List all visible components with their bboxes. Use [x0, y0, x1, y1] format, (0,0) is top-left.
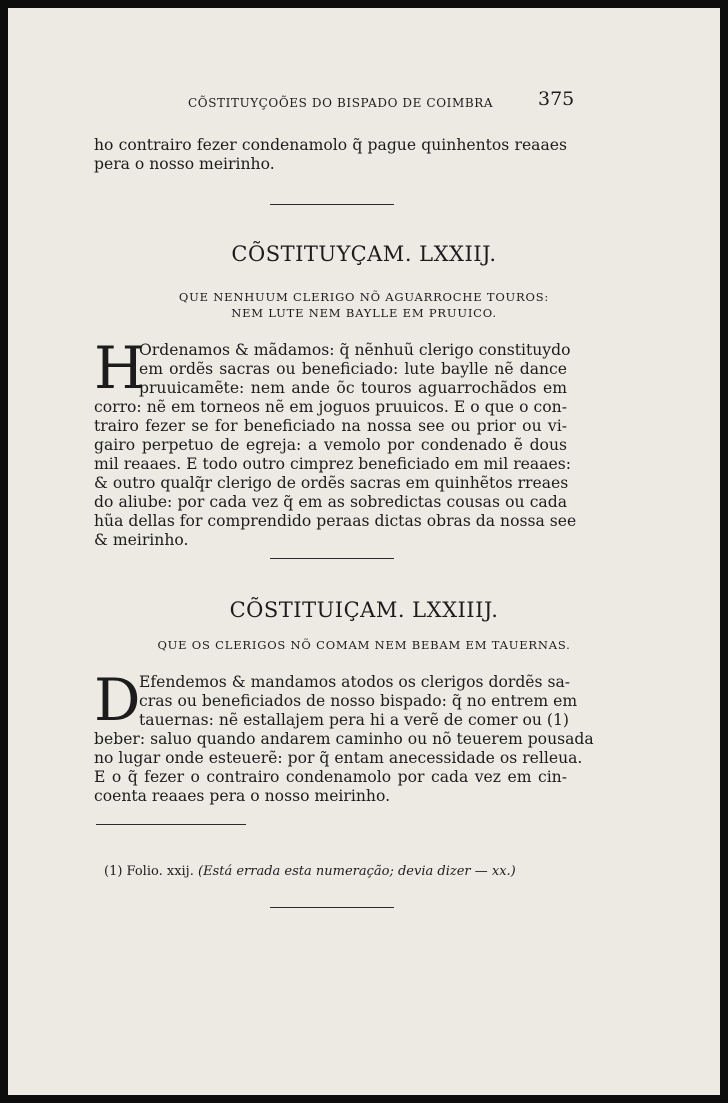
constitution-paragraph	[94, 334, 577, 550]
text-line: Ordenamos & mãdamos: q̃ nẽnhuũ clerigo constituydo	[139, 341, 571, 359]
text-line: beber: saluo quando andarem caminho ou nõ teuerem pousada	[94, 730, 594, 748]
text-line: corro: nẽ em torneos nẽ em joguos pruuicos. E o que o con-	[94, 398, 567, 416]
section-subtitle	[8, 637, 720, 653]
intro-paragraph	[94, 136, 567, 174]
text-line: coenta reaaes pera o nosso meirinho.	[94, 787, 391, 805]
subtitle-line: QUE OS CLERIGOS NÕ COMAM NEM BEBAM EM TAUERNAS.	[157, 638, 571, 652]
text-line: hũa dellas for comprendido peraas dictas obras da nossa see	[94, 512, 577, 530]
running-head: CÕSTITUYÇOÕES DO BISPADO DE COIMBRA	[188, 96, 494, 110]
text-line: pera o nosso meirinho.	[94, 155, 275, 173]
text-line: mil reaaes. E todo outro cimprez beneficiado em mil reaaes:	[94, 455, 571, 473]
text-line: & outro qualq̃r clerigo de ordẽs sacras em quinhẽtos rreaes	[94, 474, 569, 492]
text-line: Efendemos & mandamos atodos os clerigos dordẽs sa-	[139, 673, 571, 691]
footnote-marker: (1) Folio. xxij.	[104, 864, 194, 879]
footnote	[104, 864, 516, 879]
text-line: em ordẽs sacras ou beneficiado: lute baylle nẽ dance	[139, 360, 567, 378]
end-divider	[270, 907, 394, 908]
section-title: CÕSTITUIÇAM. LXXIIIJ.	[229, 598, 499, 622]
page-number: 375	[538, 88, 575, 110]
text-line: pruuicamẽte: nem ande õc touros aguarrochãdos em	[139, 379, 567, 397]
section-divider	[270, 558, 394, 559]
subtitle-line: QUE NENHUUM CLERIGO NÕ AGUARROCHE TOUROS:	[178, 290, 550, 304]
drop-cap: D	[94, 666, 141, 734]
footnote-rule	[96, 824, 246, 825]
text-line: & meirinho.	[94, 531, 189, 549]
text-line: ho contrairo fezer condenamolo q̃ pague quinhentos reaaes	[94, 136, 567, 154]
section-title: CÕSTITUYÇAM. LXXIIJ.	[231, 242, 497, 266]
text-line: cras ou beneficiados de nosso bispado: q̃ no entrem em	[139, 692, 578, 710]
text-line: E o q̃ fezer o contrairo condenamolo por cada vez em cin-	[94, 768, 567, 786]
section-divider	[270, 204, 394, 205]
text-line: no lugar onde esteuerẽ: por q̃ entam anecessidade os relleua.	[94, 749, 583, 767]
text-line: do aliube: por cada vez q̃ em as sobredictas cousas ou cada	[94, 493, 567, 511]
text-line: trairo fezer se for beneficiado na nossa see ou prior ou vi-	[94, 417, 567, 435]
constitution-paragraph	[94, 666, 594, 806]
subtitle-line: NEM LUTE NEM BAYLLE EM PRUUICO.	[231, 306, 497, 320]
text-line: gairo perpetuo de egreja: a vemolo por condenado ẽ dous	[94, 436, 567, 454]
drop-cap: H	[94, 334, 145, 402]
footnote-text: (Está errada esta numeração; devia dizer — xx.)	[198, 864, 516, 879]
section-subtitle	[8, 289, 720, 321]
text-line: tauernas: nẽ estallajem pera hi a verẽ de comer ou (1)	[139, 711, 569, 729]
book-page	[8, 8, 720, 1095]
